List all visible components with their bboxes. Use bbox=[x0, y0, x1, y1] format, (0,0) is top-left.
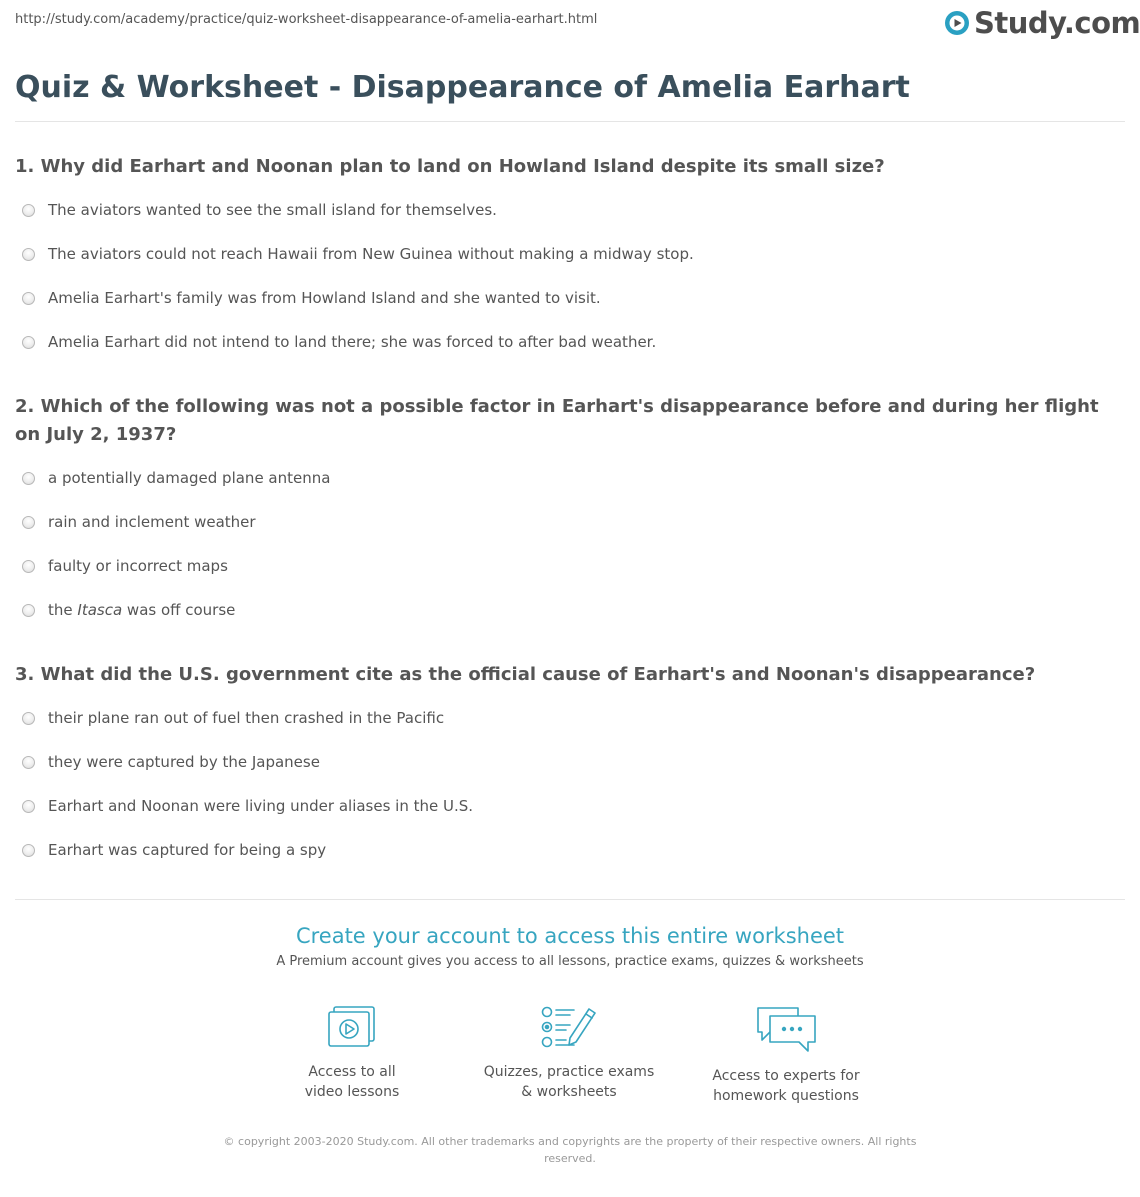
choice-label bbox=[48, 601, 235, 619]
radio-button[interactable] bbox=[22, 516, 35, 529]
radio-button[interactable] bbox=[22, 292, 35, 305]
answer-choice[interactable] bbox=[22, 244, 694, 264]
logo-text: Study.com bbox=[974, 6, 1140, 40]
play-logo-icon bbox=[944, 10, 970, 36]
choice-label: Earhart and Noonan were living under aliases in the U.S. bbox=[48, 797, 474, 815]
feature-line-1: Quizzes, practice exams bbox=[483, 1064, 655, 1080]
answer-choice[interactable] bbox=[22, 796, 473, 816]
answer-choice[interactable] bbox=[22, 332, 656, 352]
radio-button[interactable] bbox=[22, 472, 35, 485]
answer-choice[interactable] bbox=[22, 512, 256, 532]
radio-button[interactable] bbox=[22, 712, 35, 725]
question-3: 3. What did the U.S. government cite as the official cause of Earhart's and Noonan's disappearance? bbox=[15, 664, 1036, 685]
choice-label: faulty or incorrect maps bbox=[48, 557, 228, 575]
copyright-footer: © copyright 2003-2020 Study.com. All other trademarks and copyrights are the property of their respective owners. All rights reserved. bbox=[223, 1135, 917, 1165]
radio-button[interactable] bbox=[22, 756, 35, 769]
answer-choice[interactable] bbox=[22, 288, 601, 308]
feature-line-2: homework questions bbox=[713, 1088, 859, 1104]
section-divider bbox=[15, 899, 1125, 900]
answer-choice[interactable] bbox=[22, 200, 497, 220]
radio-button[interactable] bbox=[22, 336, 35, 349]
choice-label: rain and inclement weather bbox=[48, 513, 256, 531]
premium-description: A Premium account gives you access to all lessons, practice exams, quizzes & worksheets bbox=[276, 954, 864, 969]
choice-label: a potentially damaged plane antenna bbox=[48, 469, 331, 487]
ship-name: Itasca bbox=[77, 601, 123, 619]
feature-video-lessons bbox=[262, 1004, 442, 1102]
title-divider bbox=[15, 121, 1125, 122]
choice-label: they were captured by the Japanese bbox=[48, 753, 320, 771]
radio-button[interactable] bbox=[22, 800, 35, 813]
study-logo[interactable] bbox=[944, 6, 1140, 40]
choice-label: their plane ran out of fuel then crashed in the Pacific bbox=[48, 709, 445, 727]
choice-label: Amelia Earhart's family was from Howland Island and she wanted to visit. bbox=[48, 289, 601, 307]
feature-quizzes bbox=[479, 1004, 659, 1102]
answer-choice[interactable] bbox=[22, 752, 320, 772]
feature-line-1: Access to all bbox=[308, 1064, 396, 1080]
choice-label: The aviators wanted to see the small island for themselves. bbox=[48, 201, 497, 219]
answer-choice[interactable] bbox=[22, 708, 444, 728]
feature-experts bbox=[696, 1004, 876, 1106]
page-title: Quiz & Worksheet - Disappearance of Amelia Earhart bbox=[15, 70, 910, 105]
choice-label: Amelia Earhart did not intend to land there; she was forced to after bad weather. bbox=[48, 333, 657, 351]
feature-line-2: & worksheets bbox=[521, 1084, 617, 1100]
video-lessons-icon bbox=[326, 1004, 378, 1050]
chat-bubbles-icon bbox=[754, 1004, 818, 1054]
quiz-checklist-icon bbox=[540, 1004, 598, 1050]
radio-button[interactable] bbox=[22, 604, 35, 617]
feature-line-1: Access to experts for bbox=[712, 1068, 860, 1084]
radio-button[interactable] bbox=[22, 248, 35, 261]
choice-text-after: was off course bbox=[122, 601, 236, 619]
radio-button[interactable] bbox=[22, 204, 35, 217]
radio-button[interactable] bbox=[22, 844, 35, 857]
question-2: 2. Which of the following was not a possible factor in Earhart's disappearance before and during her flight on July 2, 1937? bbox=[15, 396, 1099, 445]
answer-choice[interactable] bbox=[22, 468, 330, 488]
choice-label: The aviators could not reach Hawaii from New Guinea without making a midway stop. bbox=[48, 245, 694, 263]
answer-choice[interactable] bbox=[22, 556, 228, 576]
answer-choice[interactable] bbox=[22, 600, 235, 620]
radio-button[interactable] bbox=[22, 560, 35, 573]
choice-label: Earhart was captured for being a spy bbox=[48, 841, 327, 859]
question-1: 1. Why did Earhart and Noonan plan to land on Howland Island despite its small size? bbox=[15, 156, 885, 177]
page-url: http://study.com/academy/practice/quiz-worksheet-disappearance-of-amelia-earhart.html bbox=[15, 12, 598, 27]
create-account-link[interactable]: Create your account to access this entire worksheet bbox=[295, 924, 845, 948]
choice-text-before: the bbox=[48, 601, 78, 619]
feature-line-2: video lessons bbox=[304, 1084, 400, 1100]
answer-choice[interactable] bbox=[22, 840, 326, 860]
